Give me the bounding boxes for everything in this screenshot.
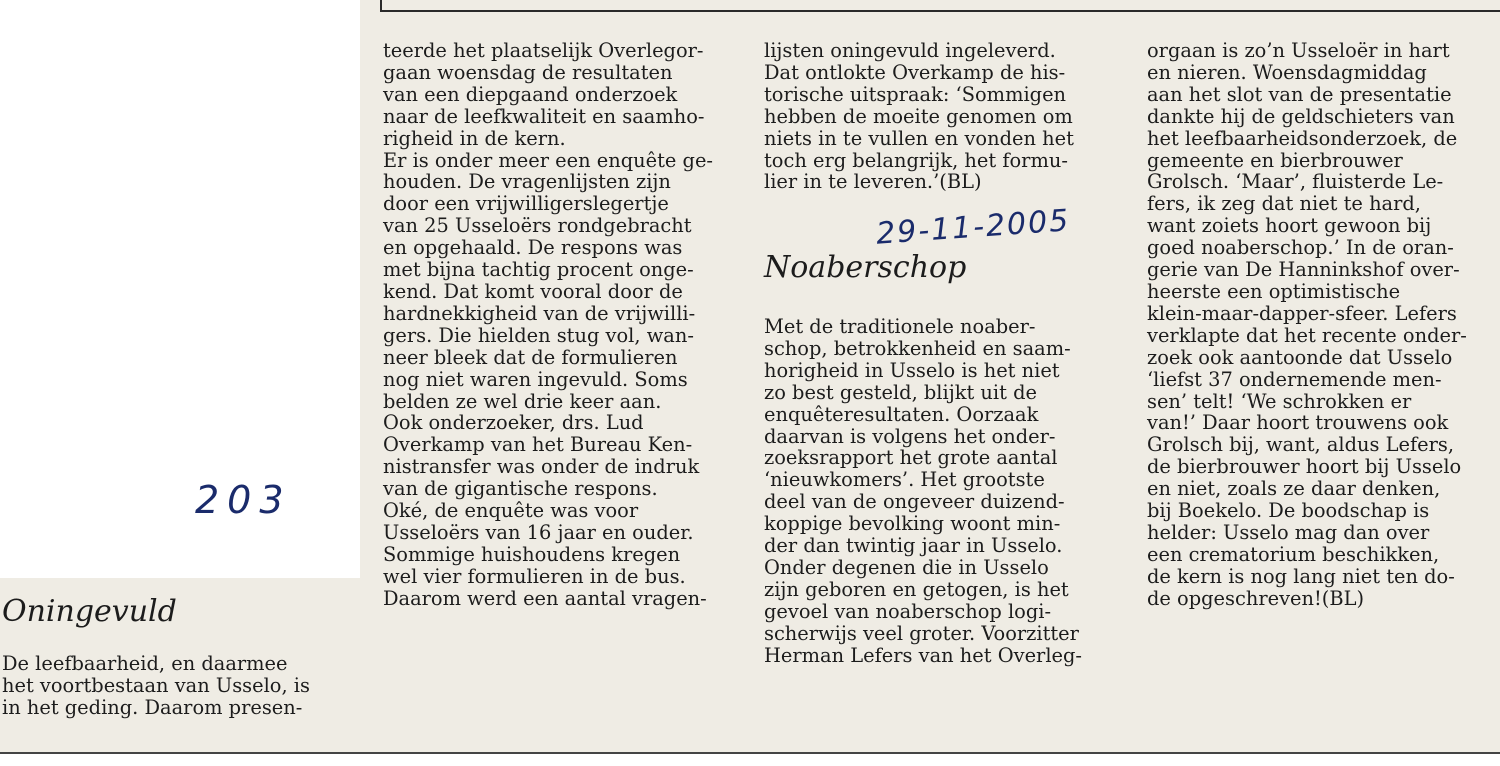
text-line: het voortbestaan van Usselo, is — [2, 673, 310, 697]
text-line: verklapte dat het recente onder- — [1147, 323, 1467, 347]
text-line: en niet, zoals ze daar denken, — [1147, 477, 1441, 501]
text-line: gevoel van noaberschop logi- — [764, 599, 1051, 623]
text-line: naar de leefkwaliteit en saamho- — [383, 104, 705, 128]
text-line: met bijna tachtig procent onge- — [383, 258, 694, 282]
text-line: deel van de ongeveer duizend- — [764, 490, 1065, 514]
text-line: van een diepgaand onderzoek — [383, 82, 678, 106]
text-line: goed noaberschop.’ In de oran- — [1147, 236, 1454, 260]
text-line: van!’ Daar hoort trouwens ook — [1147, 411, 1449, 435]
top-rule — [380, 0, 1500, 12]
text-line: righeid in de kern. — [383, 126, 566, 150]
text-line: dankte hij de geldschieters van — [1147, 104, 1455, 128]
text-line: van de gigantische respons. — [383, 477, 658, 501]
text-line: hardnekkigheid van de vrijwilli- — [383, 301, 696, 325]
article-column-2-bottom — [764, 316, 1082, 667]
article-column-1 — [383, 40, 713, 610]
subheading-noaberschop: Noaberschop — [764, 250, 967, 285]
text-line: zijn geboren en getogen, is het — [764, 577, 1069, 601]
text-line: zoeksrapport het grote aantal — [764, 446, 1058, 470]
text-line: De leefbaarheid, en daarmee — [2, 652, 288, 675]
bottom-rule — [0, 752, 1500, 754]
text-line: hebben de moeite genomen om — [764, 104, 1073, 128]
text-line: Er is onder meer een enquête ge- — [383, 148, 713, 172]
text-line: orgaan is zo’n Usseloër in hart — [1147, 39, 1450, 62]
text-line: en nieren. Woensdagmiddag — [1147, 60, 1427, 84]
text-line: gaan woensdag de resultaten — [383, 60, 673, 84]
text-line: de kern is nog lang niet ten do- — [1147, 564, 1455, 588]
text-line: en opgehaald. De respons was — [383, 236, 683, 260]
text-line: koppige bevolking woont min- — [764, 512, 1061, 536]
text-line: toch erg belangrijk, het formu- — [764, 148, 1068, 172]
text-line: gerie van De Hanninkshof over- — [1147, 258, 1460, 282]
article-column-2-top — [764, 40, 1074, 193]
text-line: enquêteresultaten. Oorzaak — [764, 402, 1039, 426]
text-line: lier in te leveren.’(BL) — [764, 170, 982, 194]
text-line: door een vrijwilligerslegertje — [383, 192, 669, 216]
text-line: van 25 Usseloërs rondgebracht — [383, 214, 692, 238]
text-line: Herman Lefers van het Overleg- — [764, 643, 1082, 667]
text-line: scherwijs veel groter. Voorzitter — [764, 621, 1079, 645]
text-line: Sommige huishoudens kregen — [383, 542, 681, 566]
text-line: bij Boekelo. De boodschap is — [1147, 499, 1430, 523]
text-line: in het geding. Daarom presen- — [2, 695, 303, 719]
text-line: de opgeschreven!(BL) — [1147, 586, 1365, 610]
text-line: schop, betrokkenheid en saam- — [764, 336, 1071, 360]
text-line: wel vier formulieren in de bus. — [383, 564, 686, 588]
text-line: Met de traditionele noaber- — [764, 315, 1036, 338]
text-line: ‘nieuwkomers’. Het grootste — [764, 468, 1045, 492]
text-line: Onder degenen die in Usselo — [764, 555, 1049, 579]
text-line: Ook onderzoeker, drs. Lud — [383, 411, 644, 435]
text-line: want zoiets hoort gewoon bij — [1147, 214, 1432, 238]
text-line: gers. Die hielden stug vol, wan- — [383, 323, 694, 347]
text-line: fers, ik zeg dat niet te hard, — [1147, 192, 1421, 216]
text-line: ‘liefst 37 ondernemende men- — [1147, 367, 1442, 391]
text-line: aan het slot van de presentatie — [1147, 82, 1452, 106]
text-line: daarvan is volgens het onder- — [764, 424, 1056, 448]
subheading-oningevuld: Oningevuld — [2, 594, 177, 629]
text-line: het leefbaarheidsonderzoek, de — [1147, 126, 1458, 150]
text-line: een crematorium beschikken, — [1147, 542, 1440, 566]
text-line: kend. Dat komt vooral door de — [383, 279, 683, 303]
text-line: houden. De vragenlijsten zijn — [383, 170, 671, 194]
text-line: torische uitspraak: ‘Sommigen — [764, 82, 1067, 106]
text-line: belden ze wel drie keer aan. — [383, 389, 662, 413]
text-line: teerde het plaatselijk Overlegor- — [383, 39, 704, 62]
text-line: Grolsch. ‘Maar’, fluisterde Le- — [1147, 170, 1444, 194]
text-line: Grolsch bij, want, aldus Lefers, — [1147, 433, 1454, 457]
text-line: Dat ontlokte Overkamp de his- — [764, 60, 1066, 84]
text-line: heerste een optimistische — [1147, 279, 1401, 303]
text-line: Usseloërs van 16 jaar en ouder. — [383, 520, 694, 544]
text-line: Oké, de enquête was voor — [383, 499, 639, 523]
text-line: helder: Usselo mag dan over — [1147, 520, 1430, 544]
text-line: niets in te vullen en vonden het — [764, 126, 1074, 150]
text-line: klein-maar-dapper-sfeer. Lefers — [1147, 301, 1457, 325]
text-line: neer bleek dat de formulieren — [383, 345, 678, 369]
handwritten-date: 29-11-2005 — [875, 203, 1072, 252]
article-column-left — [2, 653, 310, 719]
text-line: gemeente en bierbrouwer — [1147, 148, 1403, 172]
text-line: zoek ook aantoonde dat Usselo — [1147, 345, 1453, 369]
text-line: horigheid in Usselo is het niet — [764, 358, 1060, 382]
text-line: zo best gesteld, blijkt uit de — [764, 380, 1037, 404]
text-line: de bierbrouwer hoort bij Usselo — [1147, 455, 1462, 479]
handwritten-page-number: 203 — [195, 478, 292, 522]
text-line: nog niet waren ingevuld. Soms — [383, 367, 688, 391]
text-line: sen’ telt! ‘We schrokken er — [1147, 389, 1412, 413]
text-line: Overkamp van het Bureau Ken- — [383, 433, 693, 457]
text-line: lijsten oningevuld ingeleverd. — [764, 39, 1056, 62]
article-column-3 — [1147, 40, 1467, 610]
text-line: nistransfer was onder de indruk — [383, 455, 700, 479]
text-line: Daarom werd een aantal vragen- — [383, 586, 707, 610]
text-line: der dan twintig jaar in Usselo. — [764, 534, 1063, 558]
